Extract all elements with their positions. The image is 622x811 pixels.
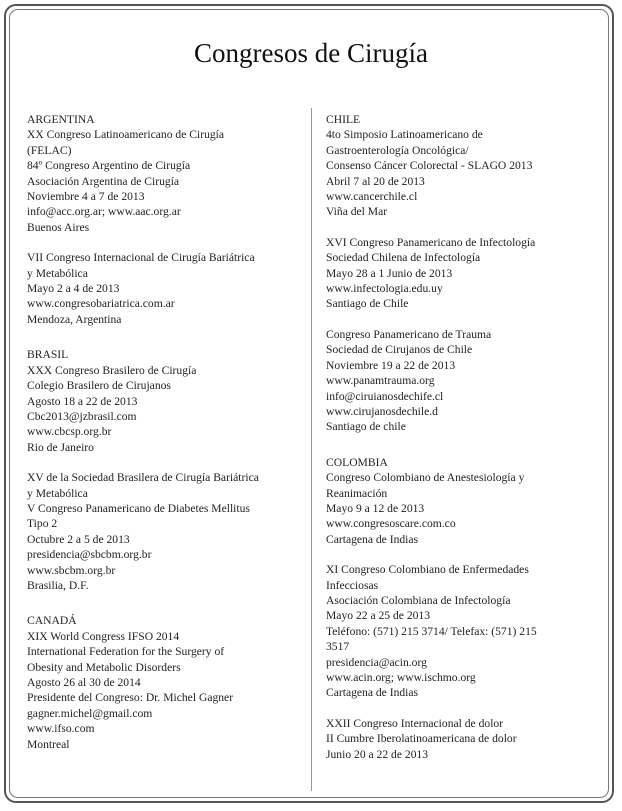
entry-line: www.sbcbm.org.br xyxy=(27,563,116,577)
country-section-brasil xyxy=(27,347,303,593)
entry-line: Mayo 22 a 25 de 2013 xyxy=(326,609,431,623)
entry-line: Cartagena de Indias xyxy=(326,686,419,700)
congress-entry xyxy=(326,470,600,547)
entry-line: Noviembre 4 a 7 de 2013 xyxy=(27,190,145,204)
country-heading: CANADÁ xyxy=(27,614,77,628)
entry-line: Mayo 28 a 1 Junio de 2013 xyxy=(326,266,453,280)
country-heading: BRASIL xyxy=(27,348,69,362)
entry-line: y Metabólica xyxy=(27,486,88,500)
entry-line: Tipo 2 xyxy=(27,517,58,531)
country-heading: ARGENTINA xyxy=(27,113,95,126)
entry-line: 3517 xyxy=(326,640,350,654)
entry-line: Abril 7 al 20 de 2013 xyxy=(326,174,425,188)
congress-entry xyxy=(27,470,303,593)
entry-line: Sociedad Chilena de Infectología xyxy=(326,251,481,265)
entry-line: www.panamtrauma.org xyxy=(326,374,435,388)
entry-line: (FELAC) xyxy=(27,143,72,157)
column-divider xyxy=(311,108,312,791)
page-title: Congresos de Cirugía xyxy=(194,38,428,68)
entry-line: Colegio Brasilero de Cirujanos xyxy=(27,379,171,393)
entry-line: XXX Congreso Brasilero de Cirugía xyxy=(27,363,197,377)
entry-line: Santiago de Chile xyxy=(326,297,409,311)
entry-line: Octubre 2 a 5 de 2013 xyxy=(27,532,130,546)
entry-line: www.ifso.com xyxy=(27,722,95,736)
entry-line: Noviembre 19 a 22 de 2013 xyxy=(326,358,456,372)
entry-line: XXII Congreso Internacional de dolor xyxy=(326,716,504,730)
entry-line: Cartagena de Indias xyxy=(326,532,419,546)
congress-entry xyxy=(326,235,600,312)
entry-line: Mayo 9 a 12 de 2013 xyxy=(326,501,425,515)
entry-line: Agosto 26 al 30 de 2014 xyxy=(27,676,141,689)
entry-line: www.cbcsp.org.br xyxy=(27,425,112,439)
entry-line: V Congreso Panamericano de Diabetes Mellitus xyxy=(27,501,250,515)
congress-entry xyxy=(27,363,303,455)
entry-line: Teléfono: (571) 215 3714/ Telefax: (571) 215 xyxy=(326,624,537,638)
country-section-canada xyxy=(27,613,303,752)
entry-line: XIX World Congress IFSO 2014 xyxy=(27,629,180,643)
entry-line: Cbc2013@jzbrasil.com xyxy=(27,409,137,423)
entry-line: XX Congreso Latinoamericano de Cirugía xyxy=(27,128,225,142)
entry-line: Brasilia, D.F. xyxy=(27,578,89,592)
country-section-colombia xyxy=(326,455,600,762)
entry-line: Infecciosas xyxy=(326,578,379,592)
country-heading: COLOMBIA xyxy=(326,455,388,469)
congress-entry xyxy=(326,127,600,219)
entry-line: Mayo 2 a 4 de 2013 xyxy=(27,282,120,296)
left-column xyxy=(27,112,303,772)
country-section-chile xyxy=(326,112,600,435)
entry-line: Gastroenterología Oncológica/ xyxy=(326,143,469,157)
entry-line: Junio 20 a 22 de 2013 xyxy=(326,747,429,761)
entry-line: VII Congreso Internacional de Cirugía Bariátrica xyxy=(27,251,255,265)
entry-line: www.congresoscare.com.co xyxy=(326,517,456,531)
entry-line: Viña del Mar xyxy=(326,205,388,219)
entry-line: Asociación Argentina de Cirugía xyxy=(27,174,180,188)
entry-line: www.cirujanosdechile.d xyxy=(326,404,438,418)
entry-line: www.acin.org; www.ischmo.org xyxy=(326,671,476,684)
entry-line: Congreso Panamericano de Trauma xyxy=(326,327,492,341)
entry-line: Montreal xyxy=(27,737,70,751)
entry-line: XVI Congreso Panamericano de Infectología xyxy=(326,235,536,249)
country-section-argentina xyxy=(27,112,303,327)
entry-line: Reanimación xyxy=(326,486,388,500)
entry-line: XI Congreso Colombiano de Enfermedades xyxy=(326,563,529,577)
entry-line: y Metabólica xyxy=(27,266,88,280)
entry-line: www.infectologia.edu.uy xyxy=(326,282,443,296)
entry-line: Obesity and Metabolic Disorders xyxy=(27,660,181,674)
entry-line: presidencia@acin.org xyxy=(326,655,427,669)
entry-line: 84º Congreso Argentino de Cirugía xyxy=(27,159,191,173)
entry-line: info@acc.org.ar; www.aac.org.ar xyxy=(27,205,181,219)
congress-entry xyxy=(27,127,303,235)
entry-line: Sociedad de Cirujanos de Chile xyxy=(326,343,473,357)
entry-line: Presidente del Congreso: Dr. Michel Gagner xyxy=(27,691,234,705)
congress-entry xyxy=(27,250,303,327)
entry-line: 4to Simposio Latinoamericano de xyxy=(326,128,483,142)
entry-line: www.cancerchile.cl xyxy=(326,190,418,204)
entry-line: Mendoza, Argentina xyxy=(27,312,122,326)
congress-entry xyxy=(326,562,600,701)
entry-line: Santiago de chile xyxy=(326,420,406,434)
entry-line: Buenos Aires xyxy=(27,220,90,234)
entry-line: II Cumbre Iberolatinoamericana de dolor xyxy=(326,732,517,746)
entry-line: Consenso Cáncer Colorectal - SLAGO 2013 xyxy=(326,159,533,173)
entry-line: info@ciruianosdechife.cl xyxy=(326,389,444,403)
congress-entry xyxy=(326,716,600,762)
entry-line: Rio de Janeiro xyxy=(27,440,94,454)
right-column xyxy=(326,112,600,782)
entry-line: XV de la Sociedad Brasilera de Cirugía Bariátrica xyxy=(27,471,259,485)
congress-entry xyxy=(326,327,600,435)
congress-entry xyxy=(27,629,303,752)
entry-line: gagner.michel@gmail.com xyxy=(27,706,153,720)
entry-line: International Federation for the Surgery of xyxy=(27,645,225,659)
entry-line: presidencia@sbcbm.org.br xyxy=(27,548,152,562)
country-heading: CHILE xyxy=(326,113,361,126)
entry-line: www.congresobariatrica.com.ar xyxy=(27,297,175,311)
entry-line: Asociación Colombiana de Infectología xyxy=(326,593,511,607)
entry-line: Agosto 18 a 22 de 2013 xyxy=(27,394,138,408)
entry-line: Congreso Colombiano de Anestesiología y xyxy=(326,471,525,485)
